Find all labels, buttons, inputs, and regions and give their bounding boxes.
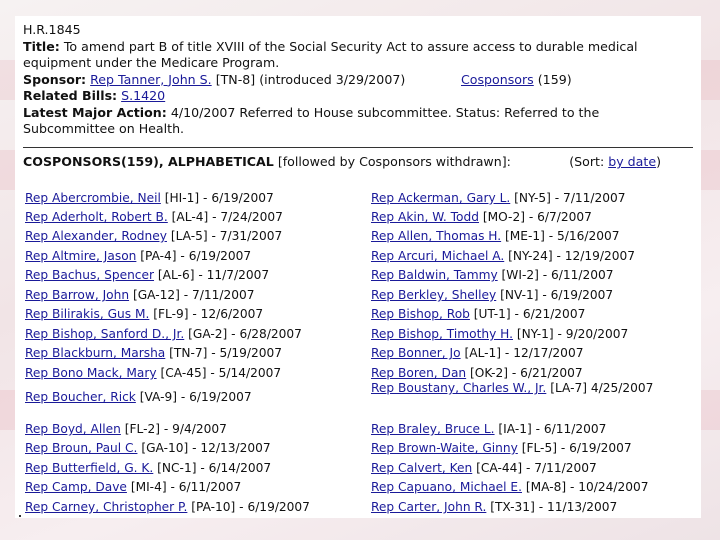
cosponsor-link[interactable]: Rep Allen, Thomas H. (371, 229, 502, 243)
cosponsor-entry (371, 366, 691, 380)
cosponsor-info: [IA-1] - 6/11/2007 (498, 422, 607, 436)
cosponsor-entry (25, 249, 360, 263)
cosponsor-link[interactable]: Rep Brown-Waite, Ginny (371, 441, 518, 455)
cosponsor-info: [FL-9] - 12/6/2007 (153, 307, 264, 321)
cosponsor-info: [VA-9] - 6/19/2007 (139, 390, 252, 404)
cosponsor-link[interactable]: Rep Altmire, Jason (25, 249, 137, 263)
cosponsor-link[interactable]: Rep Braley, Bruce L. (371, 422, 495, 436)
cosponsor-info: [MO-2] - 6/7/2007 (482, 210, 592, 224)
cosponsors-heading (23, 154, 693, 169)
cosponsor-link[interactable]: Rep Ackerman, Gary L. (371, 191, 511, 205)
cosponsor-entry (371, 288, 691, 302)
related-bills-label: Related Bills: (23, 88, 118, 103)
cosponsor-entry (25, 461, 360, 475)
cosponsors-heading-note: [followed by Cosponsors withdrawn]: (277, 154, 511, 169)
cosponsor-entry (25, 327, 360, 341)
cosponsor-entry (25, 346, 360, 360)
cosponsor-entry (25, 500, 360, 514)
cosponsor-entry (371, 500, 691, 514)
cosponsor-entry (25, 307, 360, 321)
cosponsor-entry (25, 441, 360, 455)
cosponsor-link[interactable]: Rep Boustany, Charles W., Jr. (371, 381, 547, 395)
cosponsor-info: [PA-4] - 6/19/2007 (140, 249, 252, 263)
cosponsor-link[interactable]: Rep Carter, John R. (371, 500, 487, 514)
cosponsor-entry (371, 381, 691, 396)
cosponsor-entry (25, 210, 360, 224)
cosponsor-entry (371, 191, 691, 205)
cosponsor-info: [NY-5] - 7/11/2007 (514, 191, 626, 205)
cosponsor-info: [NY-24] - 12/19/2007 (508, 249, 636, 263)
bullet-dot (19, 515, 21, 517)
related-bills-line (23, 88, 693, 105)
divider (23, 147, 693, 148)
cosponsor-link[interactable]: Rep Broun, Paul C. (25, 441, 138, 455)
cosponsor-link[interactable]: Rep Camp, Dave (25, 480, 127, 494)
cosponsor-link[interactable]: Rep Akin, W. Todd (371, 210, 479, 224)
cosponsor-link[interactable]: Rep Bono Mack, Mary (25, 366, 157, 380)
cosponsor-info: [AL-1] - 12/17/2007 (464, 346, 584, 360)
cosponsor-entry (25, 390, 360, 404)
latest-action-text: 4/10/2007 Referred to House subcommittee. Status: Referred to the Subcommittee on Health. (23, 104, 600, 136)
cosponsor-link[interactable]: Rep Aderholt, Robert B. (25, 210, 168, 224)
cosponsor-entry (371, 346, 691, 360)
cosponsor-link[interactable]: Rep Arcuri, Michael A. (371, 249, 505, 263)
cosponsor-entry (371, 307, 691, 321)
cosponsors-link[interactable]: Cosponsors (461, 71, 534, 87)
cosponsor-entry (371, 461, 691, 475)
cosponsor-entry (371, 229, 691, 243)
cosponsor-info: [AL-4] - 7/24/2007 (171, 210, 283, 224)
cosponsor-link[interactable]: Rep Baldwin, Tammy (371, 268, 498, 282)
cosponsor-info: [TX-31] - 11/13/2007 (490, 500, 618, 514)
cosponsor-entry (371, 422, 691, 436)
cosponsor-info: [GA-10] - 12/13/2007 (141, 441, 271, 455)
cosponsor-entry (371, 249, 691, 263)
cosponsor-info: [GA-2] - 6/28/2007 (188, 327, 302, 341)
cosponsor-entry (371, 268, 691, 282)
sponsor-link[interactable]: Rep Tanner, John S. (90, 71, 212, 87)
cosponsor-entry (25, 229, 360, 243)
cosponsor-link[interactable]: Rep Berkley, Shelley (371, 288, 497, 302)
cosponsors-count: (159) (537, 71, 572, 87)
cosponsor-info: [TN-7] - 5/19/2007 (169, 346, 283, 360)
cosponsor-entry (371, 480, 691, 494)
cosponsor-info: [CA-45] - 5/14/2007 (160, 366, 282, 380)
cosponsor-link[interactable]: Rep Barrow, John (25, 288, 130, 302)
cosponsor-link[interactable]: Rep Calvert, Ken (371, 461, 473, 475)
cosponsor-link[interactable]: Rep Bilirakis, Gus M. (25, 307, 150, 321)
title-label: Title: (23, 38, 60, 54)
cosponsor-link[interactable]: Rep Boren, Dan (371, 366, 467, 380)
cosponsor-entry (25, 268, 360, 282)
cosponsor-link[interactable]: Rep Bishop, Sanford D., Jr. (25, 327, 185, 341)
cosponsor-entry (371, 327, 691, 341)
bill-panel (15, 16, 701, 518)
latest-action-label: Latest Major Action: (23, 104, 167, 120)
sponsor-label: Sponsor: (23, 71, 87, 87)
cosponsor-entry (25, 480, 360, 494)
cosponsor-info: [NC-1] - 6/14/2007 (157, 461, 272, 475)
cosponsor-link[interactable]: Rep Boucher, Rick (25, 390, 136, 404)
cosponsor-info: [FL-2] - 9/4/2007 (124, 422, 227, 436)
cosponsors-heading-title: COSPONSORS(159), ALPHABETICAL (23, 154, 274, 169)
sponsor-line (23, 72, 693, 89)
cosponsor-link[interactable]: Rep Alexander, Rodney (25, 229, 167, 243)
cosponsor-info: [OK-2] - 6/21/2007 (470, 366, 583, 380)
sort-by-date-link[interactable]: by date (608, 154, 657, 169)
cosponsor-info: [PA-10] - 6/19/2007 (191, 500, 310, 514)
cosponsor-info: [MI-4] - 6/11/2007 (130, 480, 242, 494)
cosponsor-entry (25, 288, 360, 302)
cosponsor-entry (25, 366, 360, 380)
cosponsor-info: [HI-1] - 6/19/2007 (164, 191, 274, 205)
cosponsor-info: [NY-1] - 9/20/2007 (516, 327, 629, 341)
cosponsor-info: [CA-44] - 7/11/2007 (476, 461, 597, 475)
cosponsor-info: [LA-5] - 7/31/2007 (170, 229, 283, 243)
cosponsor-link[interactable]: Rep Abercrombie, Neil (25, 191, 161, 205)
cosponsor-info: [WI-2] - 6/11/2007 (501, 268, 614, 282)
cosponsor-link[interactable]: Rep Bishop, Rob (371, 307, 470, 321)
cosponsor-info: [MA-8] - 10/24/2007 (525, 480, 649, 494)
related-bill-link[interactable]: S.1420 (121, 88, 166, 103)
cosponsor-link[interactable]: Rep Carney, Christopher P. (25, 500, 188, 514)
cosponsor-link[interactable]: Rep Bachus, Spencer (25, 268, 155, 282)
bill-title (23, 39, 693, 72)
cosponsor-info: [NV-1] - 6/19/2007 (500, 288, 614, 302)
sponsor-detail: [TN-8] (introduced 3/29/2007) (215, 71, 406, 87)
cosponsor-link[interactable]: Rep Boyd, Allen (25, 422, 121, 436)
cosponsor-entry (371, 210, 691, 224)
cosponsor-info: [LA-7] 4/25/2007 (550, 381, 654, 395)
sort-control: (Sort: by date) (569, 154, 661, 169)
cosponsor-link[interactable]: Rep Blackburn, Marsha (25, 346, 166, 360)
latest-action-line (23, 105, 693, 138)
cosponsor-info: [GA-12] - 7/11/2007 (132, 288, 255, 302)
cosponsor-info: [UT-1] - 6/21/2007 (473, 307, 586, 321)
cosponsor-info: [AL-6] - 11/7/2007 (157, 268, 270, 282)
cosponsor-link[interactable]: Rep Capuano, Michael E. (371, 480, 522, 494)
cosponsor-link[interactable]: Rep Bishop, Timothy H. (371, 327, 513, 341)
cosponsor-entry (25, 422, 360, 436)
bill-summary (23, 22, 693, 138)
cosponsor-info: [FL-5] - 6/19/2007 (521, 441, 632, 455)
cosponsor-entry (25, 191, 360, 205)
cosponsor-link[interactable]: Rep Butterfield, G. K. (25, 461, 154, 475)
cosponsor-link[interactable]: Rep Bonner, Jo (371, 346, 461, 360)
cosponsor-info: [ME-1] - 5/16/2007 (505, 229, 620, 243)
title-text: To amend part B of title XVIII of the Social Security Act to assure access to durable medical equipment under the Medicare Program. (23, 38, 638, 70)
bill-number: H.R.1845 (23, 22, 81, 37)
cosponsor-entry (371, 441, 691, 455)
